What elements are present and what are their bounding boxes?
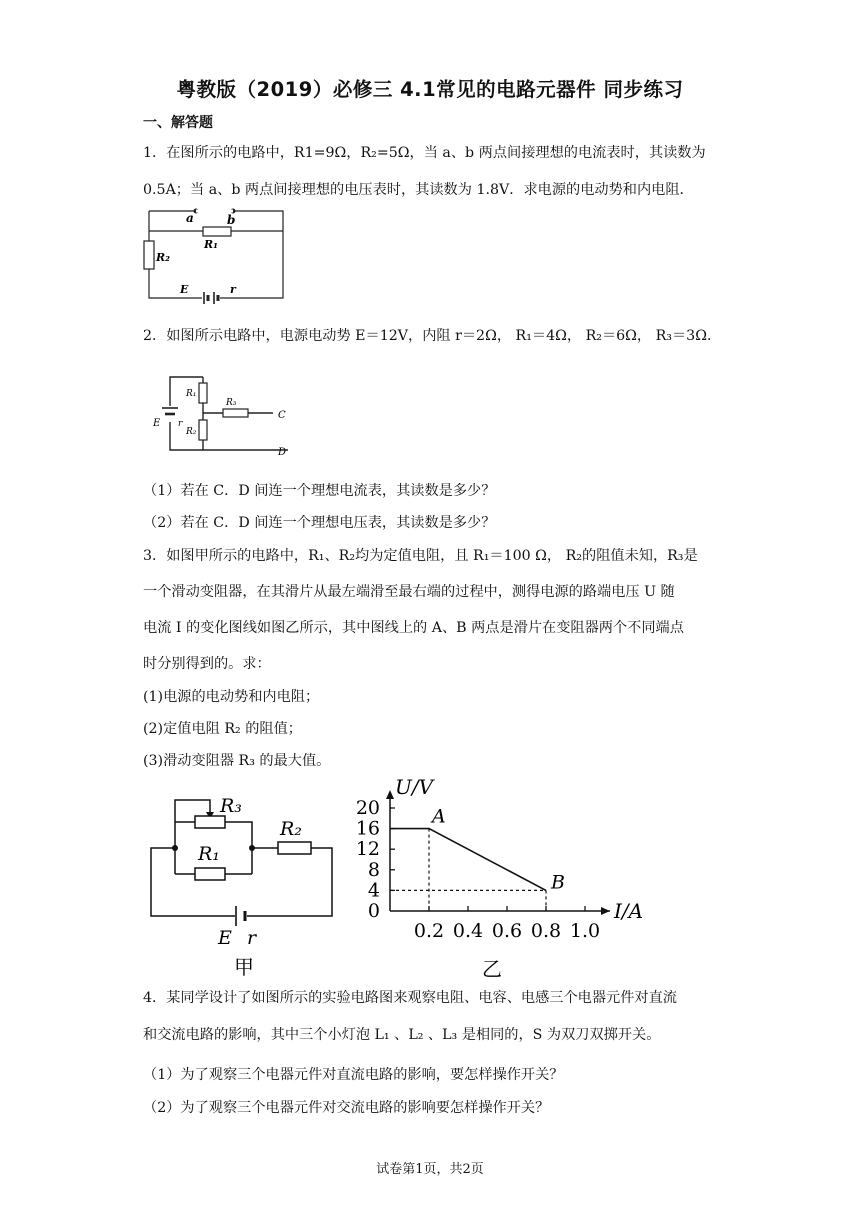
q3-text-line4: 时分别得到的。求： [143, 656, 271, 672]
y-tick-label: 8 [367, 858, 380, 881]
q1-label-r: r [230, 283, 236, 296]
q1-label-b: b [227, 213, 236, 227]
q2-label-r2: R₂ [186, 427, 197, 437]
q3-label-r3: R₃ [220, 795, 242, 817]
q3-label-r2: R₂ [280, 818, 302, 840]
q3-caption-jia: 甲 [234, 955, 254, 979]
q2-label-r: r [178, 419, 183, 429]
q3-label-e: E [218, 927, 232, 949]
q1-label-e: E [180, 283, 189, 296]
q3-part-3: (3)滑动变阻器 R₃ 的最大值。 [143, 753, 331, 769]
q3-circuit-figure-jia [140, 782, 340, 982]
x-tick-label: 0.6 [491, 920, 523, 942]
q3-text-line1: 3．如图甲所示的电路中，R₁、R₂均为定值电阻，且 R₁＝100 Ω， R₂的阻值未知，R₃是 [143, 548, 698, 564]
x-tick-label: 0.2 [413, 920, 445, 942]
y-axis-arrow-icon [386, 790, 394, 799]
x-tick-label: 0.4 [452, 920, 484, 942]
q1-text-line2: 0.5A；当 a、b 两点间接理想的电压表时，其读数为 1.8V．求电源的电动势和内电阻． [143, 182, 694, 198]
point-b-label: B [551, 871, 565, 894]
q3-part-2: (2)定值电阻 R₂ 的阻值； [143, 721, 302, 737]
y-tick-label: 4 [367, 879, 380, 902]
point-a-label: A [432, 805, 446, 828]
q2-r2-resistor [199, 420, 207, 440]
q3-label-r1: R₁ [198, 843, 220, 865]
q1-label-r1: R₁ [204, 238, 218, 251]
x-axis-arrow-icon [601, 907, 610, 915]
q2-subquestion-1: （1）若在 C．D 间连一个理想电流表，其读数是多少？ [143, 483, 496, 499]
q2-label-c: C [278, 410, 286, 421]
q3-text-line2: 一个滑动变阻器，在其滑片从最左端滑至最右端的过程中，测得电源的路端电压 U 随 [143, 584, 675, 600]
x-tick-label: 0.8 [530, 920, 562, 942]
q1-label-r2: R₂ [156, 251, 170, 264]
q2-subquestion-2: （2）若在 C．D 间连一个理想电压表，其读数是多少？ [143, 515, 496, 531]
q2-text-line1: 2．如图所示电路中，电源电动势 E＝12V，内阻 r＝2Ω， R₁＝4Ω， R₂＝6Ω， R₃＝3Ω． [143, 328, 722, 344]
q3-text-line3: 电流 I 的变化图线如图乙所示，其中图线上的 A、B 两点是滑片在变阻器两个不同端点 [143, 620, 684, 636]
q2-label-r3: R₃ [226, 398, 237, 408]
y-tick-label: 0 [367, 900, 380, 922]
q1-circuit-figure [140, 203, 290, 308]
y-tick-label: 12 [355, 838, 380, 861]
q3-ui-chart-yi [340, 770, 660, 982]
section-heading: 一、解答题 [143, 115, 213, 131]
q3-r3-resistor [195, 816, 225, 828]
page-footer: 试卷第1页，共2页 [376, 1162, 484, 1177]
q2-label-r1: R₁ [186, 389, 197, 399]
q1-text-line1: 1．在图所示的电路中，R1=9Ω，R₂=5Ω，当 a、b 两点间接理想的电流表时，其读数为 [143, 145, 706, 161]
q2-label-e: E [153, 418, 161, 429]
q2-r3-resistor [223, 409, 248, 417]
q3-chart-ylabel: U/V [395, 775, 434, 799]
q3-label-r: r [247, 927, 257, 949]
y-tick-label: 20 [355, 797, 380, 819]
q1-r1-resistor [203, 227, 231, 236]
q4-subquestion-2: （2）为了观察三个电器元件对交流电路的影响要怎样操作开关？ [143, 1100, 550, 1116]
q2-label-d: D [278, 447, 287, 458]
q3-chart-xlabel: I/A [614, 899, 644, 923]
q2-r1-resistor [199, 383, 207, 403]
q1-label-a: a [186, 211, 194, 225]
q3-r1-resistor [195, 868, 225, 880]
q1-r2-resistor [144, 241, 154, 269]
q4-text-line2: 和交流电路的影响，其中三个小灯泡 L₁ 、L₂ 、L₃ 是相同的，S 为双刀双掷开关。 [143, 1027, 661, 1043]
q3-part-1: (1)电源的电动势和内电阻； [143, 689, 320, 705]
u-i-line [390, 829, 546, 891]
q3-r2-resistor [278, 842, 311, 854]
y-tick-label: 16 [355, 817, 380, 840]
q3-chart-caption: 乙 [482, 957, 502, 981]
x-tick-label: 1.0 [569, 920, 601, 942]
q4-text-line1: 4．某同学设计了如图所示的实验电路图来观察电阻、电容、电感三个电器元件对直流 [143, 990, 677, 1006]
page-title: 粤教版（2019）必修三 4.1常见的电路元器件 同步练习 [176, 78, 684, 101]
q2-circuit-figure [148, 368, 298, 460]
q4-subquestion-1: （1）为了观察三个电器元件对直流电路的影响，要怎样操作开关？ [143, 1067, 564, 1083]
